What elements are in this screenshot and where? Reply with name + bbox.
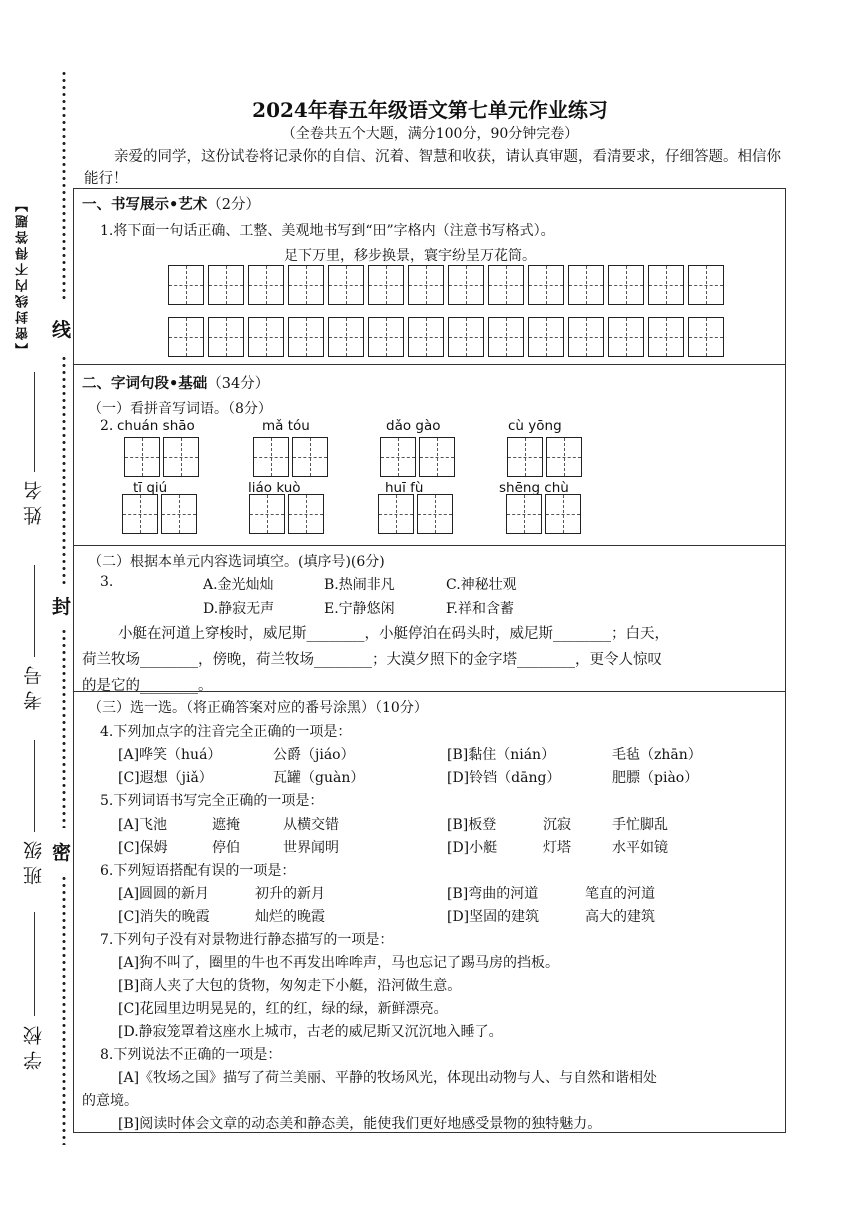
question-8: 8.下列说法不正确的一项是： [100, 1047, 282, 1063]
binding-char-feng: 封 [52, 596, 72, 618]
section1-heading: 一、书写展示•艺术（2分） [82, 196, 261, 213]
tian-cell[interactable] [253, 437, 289, 477]
tian-cell[interactable] [507, 437, 543, 477]
q6-word: 灿烂的晚霞 [255, 909, 325, 925]
exam-number-blank[interactable] [34, 565, 36, 657]
tian-cell[interactable] [608, 265, 644, 305]
pinyin-label: shēng chù [499, 480, 569, 496]
tian-cell[interactable] [328, 317, 364, 357]
q6-word: 笔直的河道 [585, 886, 655, 902]
part3-heading: （三）选一选。（将正确答案对应的番号涂黑）（10分） [88, 700, 428, 716]
tian-cell[interactable] [419, 437, 455, 477]
q5-word: 从横交错 [283, 817, 339, 833]
option-b: B.热闹非凡 [324, 577, 395, 593]
q6-option[interactable]: [D]坚固的建筑 [447, 909, 540, 925]
tian-cell[interactable] [408, 265, 444, 305]
pinyin-answer-grid[interactable] [380, 437, 458, 477]
option-e: E.宁静悠闲 [324, 601, 395, 617]
q7-option-a[interactable]: [A]狗不叫了，圈里的牛也不再发出哞哞声，马也忘记了踢马房的挡板。 [118, 955, 560, 971]
pinyin-label: cù yōng [508, 418, 562, 434]
writing-grid-row-2[interactable] [168, 317, 728, 357]
pinyin-label: tī qiú [133, 480, 168, 496]
pinyin-answer-grid[interactable] [507, 437, 585, 477]
q5-word: 手忙脚乱 [612, 817, 668, 833]
pinyin-answer-grid[interactable] [122, 494, 200, 534]
q7-option-b[interactable]: [B]商人夹了大包的货物，匆匆走下小艇，沿河做生意。 [118, 978, 462, 994]
binding-dotted-line [62, 875, 66, 1145]
part1-heading: （一）看拼音写词语。（8分） [88, 401, 272, 417]
tian-cell[interactable] [328, 265, 364, 305]
tian-cell[interactable] [378, 494, 414, 534]
option-c: C.神秘壮观 [446, 577, 517, 593]
copy-sentence: 足下万里，移步换景，寰宇纷呈万花筒。 [284, 248, 536, 264]
q4-option-word: 瓦罐（guàn） [273, 770, 365, 786]
q5-option[interactable]: [C]保姆 [118, 840, 168, 856]
q5-word: 停伯 [212, 840, 240, 856]
seal-note: 【密封线内不得答题】 [16, 196, 31, 356]
q5-word: 水平如镜 [612, 840, 668, 856]
tian-cell[interactable] [380, 437, 416, 477]
q6-option[interactable]: [B]弯曲的河道 [447, 886, 539, 902]
tian-cell[interactable] [528, 265, 564, 305]
tian-cell[interactable] [568, 317, 604, 357]
question-1: 1.将下面一句话正确、工整、美观地书写到“田”字格内（注意书写格式）。 [100, 223, 555, 239]
tian-cell[interactable] [163, 437, 199, 477]
q5-word: 灯塔 [543, 840, 571, 856]
q8-option-b[interactable]: [B]阅读时体会文章的动态美和静态美，能使我们更好地感受景物的独特魅力。 [118, 1116, 602, 1132]
tian-cell[interactable] [688, 317, 724, 357]
binding-dotted-line [62, 628, 66, 828]
binding-char-mi: 密 [52, 842, 72, 864]
class-label: 班级 [23, 835, 45, 885]
name-label: 姓名 [23, 475, 45, 525]
tian-cell[interactable] [168, 265, 204, 305]
exam-subtitle: （全卷共五个大题，满分100分，90分钟完卷） [281, 126, 579, 142]
tian-cell[interactable] [688, 265, 724, 305]
pinyin-answer-grid[interactable] [378, 494, 456, 534]
tian-cell[interactable] [408, 317, 444, 357]
q4-option-word: 公爵（jiáo） [273, 747, 355, 763]
q5-option[interactable]: [D]小艇 [447, 840, 498, 856]
tian-cell[interactable] [161, 494, 197, 534]
name-blank[interactable] [34, 372, 36, 472]
question-7: 7.下列句子没有对景物进行静态描写的一项是： [100, 932, 394, 948]
tian-cell[interactable] [417, 494, 453, 534]
class-blank[interactable] [34, 740, 36, 832]
q6-word: 初升的新月 [255, 886, 325, 902]
tian-cell[interactable] [288, 494, 324, 534]
school-blank[interactable] [34, 912, 36, 1016]
pinyin-answer-grid[interactable] [124, 437, 202, 477]
tian-cell[interactable] [528, 317, 564, 357]
tian-cell[interactable] [448, 317, 484, 357]
tian-cell[interactable] [124, 437, 160, 477]
exam-title: 2024年春五年级语文第七单元作业练习 [252, 98, 608, 122]
pinyin-label: liáo kuò [248, 480, 301, 496]
exam-intro: 亲爱的同学，这份试卷将记录你的自信、沉着、智慧和收获，请认真审题，看清要求，仔细答题。相信你能行！ [84, 149, 781, 187]
tian-cell[interactable] [608, 317, 644, 357]
q4-option[interactable]: [A]哗笑（huá） [118, 747, 222, 763]
tian-cell[interactable] [648, 317, 684, 357]
q7-option-c[interactable]: [C]花园里边明晃晃的，红的红，绿的绿，新鲜漂亮。 [118, 1001, 448, 1017]
q5-option[interactable]: [A]飞池 [118, 817, 168, 833]
q6-option[interactable]: [C]消失的晚霞 [118, 909, 210, 925]
q5-word: 世界闻明 [283, 840, 339, 856]
tian-cell[interactable] [248, 265, 284, 305]
tian-cell[interactable] [292, 437, 328, 477]
tian-cell[interactable] [122, 494, 158, 534]
school-label: 学校 [23, 1020, 45, 1070]
pinyin-answer-grid[interactable] [506, 494, 584, 534]
tian-cell[interactable] [368, 317, 404, 357]
option-d: D.静寂无声 [203, 601, 275, 617]
tian-cell[interactable] [448, 265, 484, 305]
tian-cell[interactable] [248, 317, 284, 357]
tian-cell[interactable] [168, 317, 204, 357]
q4-option-word: 毛毡（zhān） [612, 747, 702, 763]
fill-in-line-2: 荷兰牧场________，傍晚，荷兰牧场________；大漠夕照下的金字塔________，更令人惊叹 [82, 652, 662, 668]
binding-char-xian: 线 [52, 319, 72, 341]
option-f: F.祥和含蓄 [446, 601, 514, 617]
q6-option[interactable]: [A]圆圆的新月 [118, 886, 210, 902]
q5-option[interactable]: [B]板登 [447, 817, 497, 833]
part2-heading: （二）根据本单元内容选词填空。(填序号)(6分) [88, 554, 385, 570]
option-a: A.金光灿灿 [203, 577, 274, 593]
question-4: 4.下列加点字的注音完全正确的一项是： [100, 724, 352, 740]
q4-option-word: 肥膘（piào） [612, 770, 699, 786]
question-6: 6.下列短语搭配有误的一项是： [100, 863, 296, 879]
tian-cell[interactable] [488, 317, 524, 357]
tian-cell[interactable] [208, 317, 244, 357]
tian-cell[interactable] [208, 265, 244, 305]
q5-word: 遮掩 [212, 817, 240, 833]
tian-cell[interactable] [506, 494, 542, 534]
tian-cell[interactable] [368, 265, 404, 305]
question-3-number: 3. [100, 574, 114, 590]
q4-option[interactable]: [D]铃铛（dāng） [447, 770, 561, 786]
q5-word: 沉寂 [543, 817, 571, 833]
tian-cell[interactable] [288, 265, 324, 305]
pinyin-answer-grid[interactable] [253, 437, 331, 477]
tian-cell[interactable] [288, 317, 324, 357]
pinyin-label: huī fù [385, 480, 424, 496]
question-5: 5.下列词语书写完全正确的一项是： [100, 793, 324, 809]
tian-cell[interactable] [546, 437, 582, 477]
pinyin-answer-grid[interactable] [249, 494, 327, 534]
pinyin-label: mǎ tóu [262, 418, 310, 434]
tian-cell[interactable] [249, 494, 285, 534]
section2-heading: 二、字词句段•基础（34分） [82, 375, 270, 392]
pinyin-label: chuán shāo [117, 418, 195, 434]
tian-cell[interactable] [648, 265, 684, 305]
binding-dotted-line [62, 355, 66, 585]
q4-option[interactable]: [B]黏住（nián） [447, 747, 556, 763]
writing-grid-row-1[interactable] [168, 265, 728, 305]
pinyin-label: dǎo gào [386, 418, 441, 434]
q4-option[interactable]: [C]遐想（jiǎ） [118, 770, 213, 786]
fill-in-line-3: 的是它的________。 [82, 678, 213, 694]
tian-cell[interactable] [545, 494, 581, 534]
exam-number-label: 考号 [23, 660, 45, 710]
tian-cell[interactable] [568, 265, 604, 305]
q8-option-a-cont: 的意境。 [82, 1093, 138, 1109]
fill-in-line-1: 小艇在河道上穿梭时，威尼斯________，小艇停泊在码头时，威尼斯________；白天， [118, 626, 669, 642]
q6-word: 高大的建筑 [585, 909, 655, 925]
q8-option-a[interactable]: [A]《牧场之国》描写了荷兰美丽、平静的牧场风光，体现出动物与人、与自然和谐相处 [118, 1070, 658, 1086]
tian-cell[interactable] [488, 265, 524, 305]
question-2-number: 2. [100, 418, 114, 434]
q7-option-d[interactable]: [D.静寂笼罩着这座水上城市，古老的威尼斯又沉沉地入睡了。 [118, 1024, 503, 1040]
